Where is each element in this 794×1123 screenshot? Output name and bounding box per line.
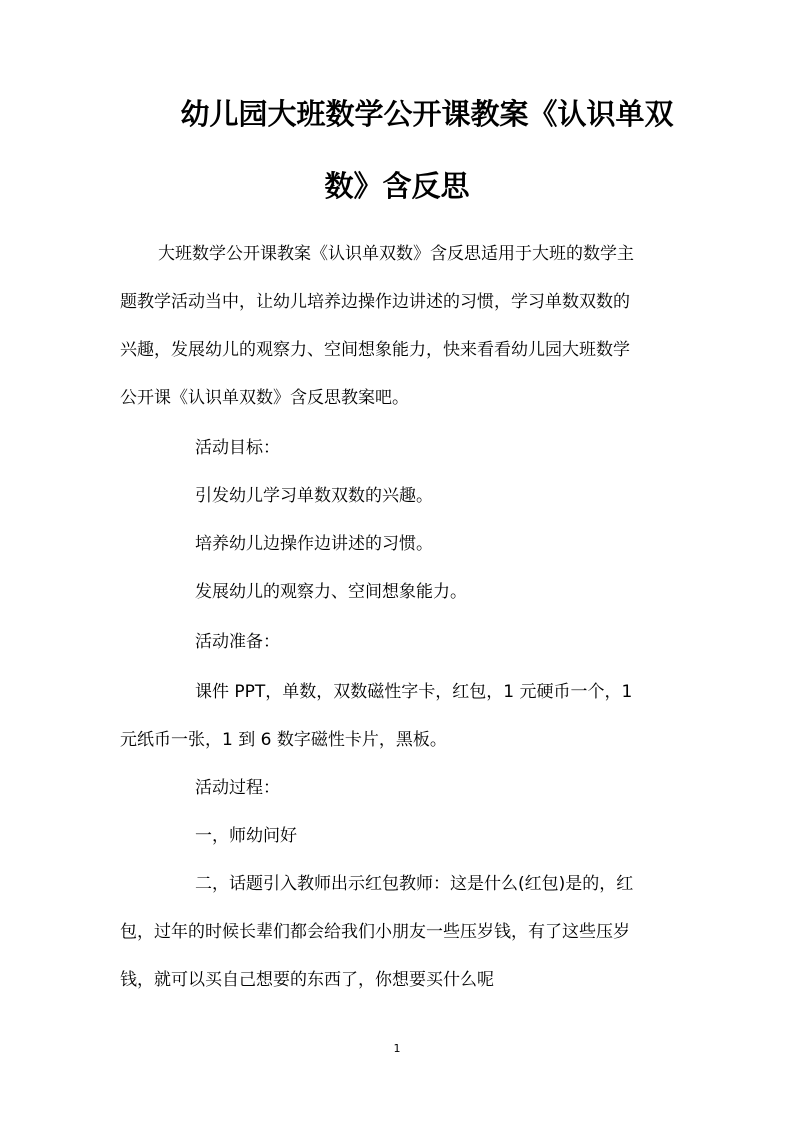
- document-title-line-2: 数》含反思: [324, 169, 470, 203]
- goal-3: 发展幼儿的观察力、空间想象能力。: [195, 582, 467, 602]
- prep-heading: 活动准备：: [195, 632, 280, 652]
- goals-heading: 活动目标：: [195, 438, 280, 458]
- page-number: 1: [393, 1042, 401, 1055]
- intro-line-1: 大班数学公开课教案《认识单双数》含反思适用于大班的数学主: [158, 244, 634, 264]
- step-2-line-1: 二，话题引入教师出示红包教师：这是什么(红包)是的，红: [195, 874, 634, 894]
- goal-1: 引发幼儿学习单数双数的兴趣。: [195, 486, 433, 506]
- step-2-line-3: 钱，就可以买自己想要的东西了，你想要买什么呢: [120, 970, 494, 990]
- process-heading: 活动过程：: [195, 778, 280, 798]
- prep-line-2: 元纸币一张，1 到 6 数字磁性卡片，黑板。: [120, 730, 447, 750]
- step-1: 一，师幼问好: [195, 826, 297, 846]
- intro-line-2: 题教学活动当中，让幼儿培养边操作边讲述的习惯，学习单数双数的: [120, 292, 630, 312]
- goal-2: 培养幼儿边操作边讲述的习惯。: [195, 534, 433, 554]
- prep-line-1: 课件 PPT，单数，双数磁性字卡，红包，1 元硬币一个，1: [195, 682, 633, 702]
- intro-line-3: 兴趣，发展幼儿的观察力、空间想象能力，快来看看幼儿园大班数学: [120, 340, 630, 360]
- intro-line-4: 公开课《认识单双数》含反思教案吧。: [120, 388, 409, 408]
- step-2-line-2: 包，过年的时候长辈们都会给我们小朋友一些压岁钱，有了这些压岁: [120, 922, 630, 942]
- document-title-line-1: 幼儿园大班数学公开课教案《认识单双: [180, 97, 674, 131]
